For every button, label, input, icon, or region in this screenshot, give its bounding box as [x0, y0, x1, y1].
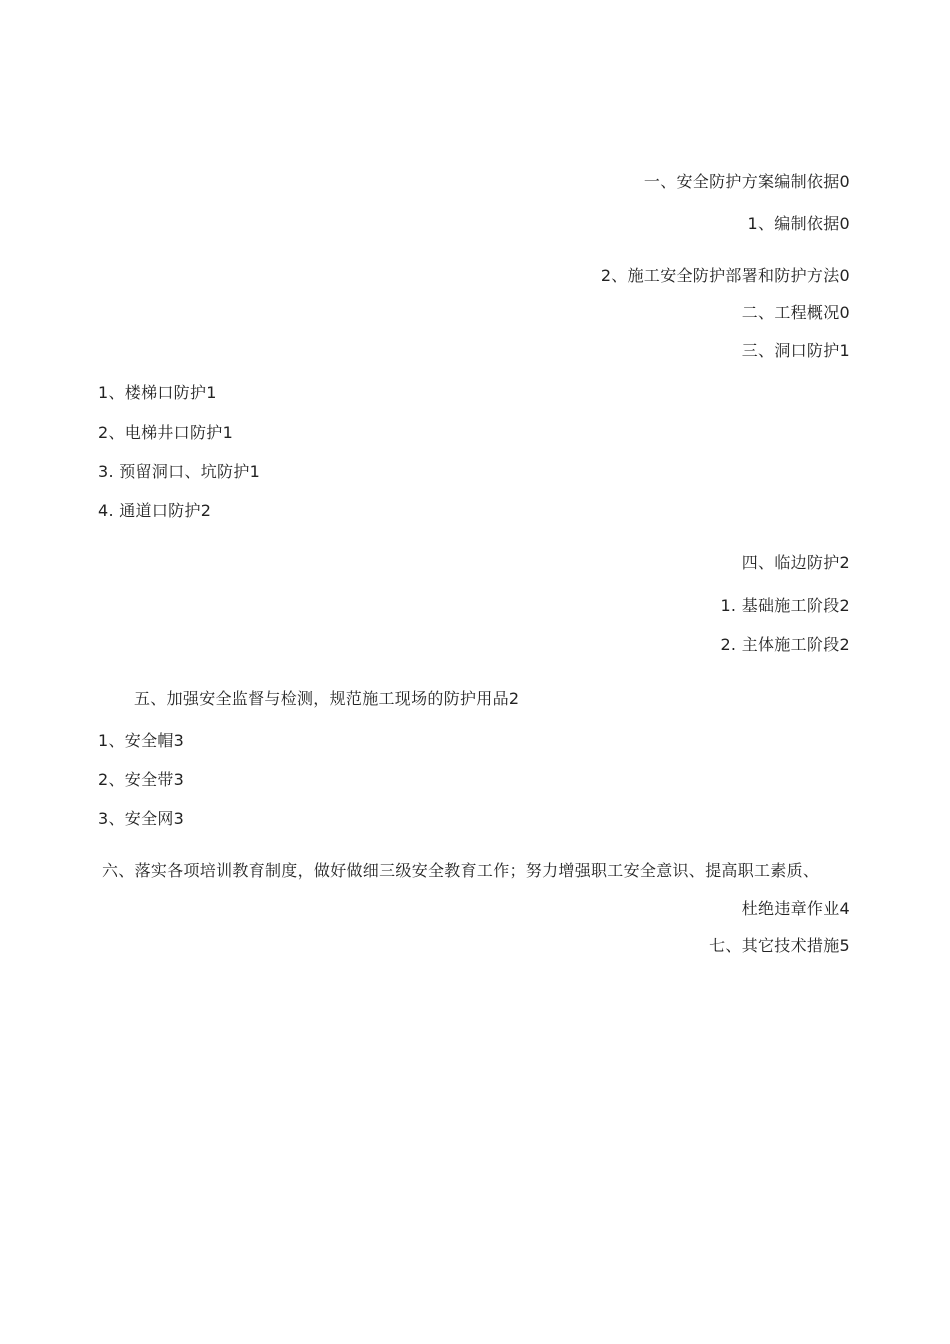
toc-entry-section-5[interactable]: 五、加强安全监督与检测，规范施工现场的防护用品2 [134, 689, 520, 708]
toc-entry-section-4[interactable]: 四、临边防护2 [741, 553, 850, 572]
toc-entry-safety-net[interactable]: 3、安全网3 [98, 809, 185, 828]
toc-entry-safety-belt[interactable]: 2、安全带3 [98, 770, 185, 789]
toc-entry-passage-opening[interactable]: 4. 通道口防护2 [98, 501, 212, 520]
toc-entry-section-1[interactable]: 一、安全防护方案编制依据0 [643, 172, 850, 191]
toc-entry-section-2[interactable]: 二、工程概况0 [741, 303, 850, 322]
toc-entry-basis[interactable]: 1、编制依据0 [747, 214, 850, 233]
toc-entry-section-7[interactable]: 七、其它技术措施5 [709, 936, 850, 955]
toc-entry-deployment[interactable]: 2、施工安全防护部署和防护方法0 [600, 266, 850, 285]
toc-entry-main-structure-stage[interactable]: 2. 主体施工阶段2 [720, 635, 850, 654]
toc-entry-section-6[interactable]: 六、落实各项培训教育制度，做好做细三级安全教育工作；努力增强职工安全意识、提高职工素质、 [102, 861, 820, 880]
toc-entry-section-3[interactable]: 三、洞口防护1 [741, 341, 850, 360]
toc-entry-section-6-continued[interactable]: 杜绝违章作业4 [741, 899, 850, 918]
toc-entry-elevator-shaft[interactable]: 2、电梯井口防护1 [98, 423, 234, 442]
toc-entry-stair-opening[interactable]: 1、楼梯口防护1 [98, 383, 217, 402]
toc-entry-foundation-stage[interactable]: 1. 基础施工阶段2 [720, 596, 850, 615]
toc-entry-helmet[interactable]: 1、安全帽3 [98, 731, 185, 750]
toc-entry-reserved-opening[interactable]: 3. 预留洞口、坑防护1 [98, 462, 261, 481]
